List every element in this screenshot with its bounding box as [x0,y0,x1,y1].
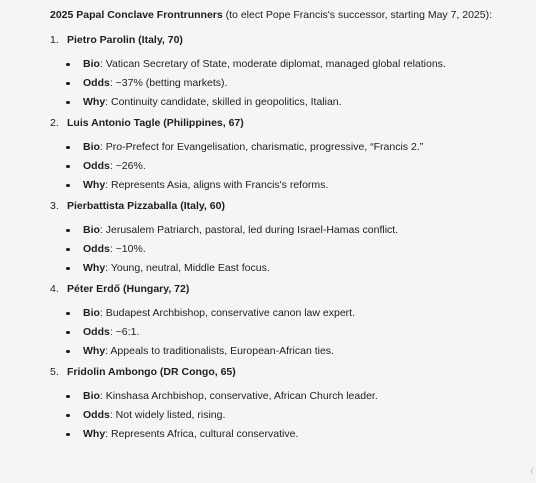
candidate-header [50,33,530,48]
candidate-list [50,33,530,446]
detail-item-odds [50,76,530,95]
candidate-name: Péter Erdő (Hungary, 72) [67,282,190,295]
detail-key: Bio [83,223,100,236]
detail-item-bio [50,57,530,76]
detail-key: Why [83,344,106,357]
bullet-icon [66,63,70,67]
detail-item-odds [50,325,530,344]
bullet-icon [66,312,70,316]
detail-text: : Represents Africa, cultural conservative. [105,427,299,440]
candidate-details [50,57,530,114]
candidate-details [50,306,530,363]
detail-key: Odds [83,76,110,89]
detail-text: : Young, neutral, Middle East focus. [105,261,270,274]
detail-item-why [50,95,530,114]
detail-text: : ~26%. [109,159,146,172]
detail-key: Why [83,261,106,274]
detail-text: : Kinshasa Archbishop, conservative, African Church leader. [99,389,378,402]
candidate-header [50,116,530,131]
bullet-icon [66,146,70,150]
candidate-details [50,140,530,197]
bullet-icon [66,82,70,86]
candidate-name: Fridolin Ambongo (DR Congo, 65) [67,365,236,378]
detail-item-odds [50,408,530,427]
candidate-number: 1. [50,33,59,46]
intro-line [50,9,530,22]
detail-text: : ~37% (betting markets). [109,76,228,89]
candidate-details [50,223,530,280]
detail-item-bio [50,389,530,408]
detail-item-bio [50,306,530,325]
intro-subtitle: (to elect Pope Francis's successor, starting May 7, 2025): [222,9,493,21]
candidate-item [50,365,530,446]
candidate-number: 3. [50,199,59,212]
detail-key: Bio [83,57,100,70]
candidate-details [50,389,530,446]
candidate-item [50,282,530,363]
candidate-number: 5. [50,365,59,378]
detail-item-bio [50,140,530,159]
detail-item-odds [50,159,530,178]
detail-text: : ~10%. [109,242,146,255]
bullet-icon [66,184,70,188]
detail-key: Odds [83,325,110,338]
detail-text: : Budapest Archbishop, conservative canon law expert. [99,306,355,319]
detail-item-why [50,178,530,197]
bullet-icon [66,267,70,271]
candidate-number: 2. [50,116,59,129]
candidate-item [50,199,530,280]
detail-text: : Vatican Secretary of State, moderate diplomat, managed global relations. [99,57,446,70]
candidate-header [50,199,530,214]
detail-text: : Not widely listed, rising. [109,408,226,421]
detail-item-why [50,261,530,280]
candidate-name: Pietro Parolin (Italy, 70) [67,33,183,46]
detail-key: Why [83,95,106,108]
detail-item-odds [50,242,530,261]
detail-text: : Represents Asia, aligns with Francis's reforms. [105,178,329,191]
detail-key: Bio [83,306,100,319]
bullet-icon [66,101,70,105]
bullet-icon [66,433,70,437]
detail-key: Odds [83,242,110,255]
detail-item-why [50,344,530,363]
candidate-header [50,282,530,297]
detail-key: Why [83,427,106,440]
candidate-name: Pierbattista Pizzaballa (Italy, 60) [67,199,225,212]
bullet-icon [66,414,70,418]
scroll-edge-indicator [531,467,536,475]
bullet-icon [66,331,70,335]
candidate-number: 4. [50,282,59,295]
candidate-header [50,365,530,380]
detail-key: Bio [83,389,100,402]
detail-item-why [50,427,530,446]
intro-title: 2025 Papal Conclave Frontrunners [50,9,223,21]
detail-key: Odds [83,408,110,421]
detail-text: : Pro-Prefect for Evangelisation, charismatic, progressive, “Francis 2.” [99,140,424,153]
bullet-icon [66,350,70,354]
detail-key: Odds [83,159,110,172]
detail-text: : Appeals to traditionalists, European-African ties. [105,344,334,357]
detail-text: : ~6:1. [109,325,140,338]
candidate-item [50,116,530,197]
bullet-icon [66,165,70,169]
detail-key: Bio [83,140,100,153]
response-content [50,9,530,446]
detail-key: Why [83,178,106,191]
detail-text: : Jerusalem Patriarch, pastoral, led during Israel-Hamas conflict. [99,223,399,236]
bullet-icon [66,248,70,252]
detail-text: : Continuity candidate, skilled in geopolitics, Italian. [105,95,342,108]
bullet-icon [66,395,70,399]
bullet-icon [66,229,70,233]
candidate-name: Luis Antonio Tagle (Philippines, 67) [67,116,244,129]
detail-item-bio [50,223,530,242]
candidate-item [50,33,530,114]
